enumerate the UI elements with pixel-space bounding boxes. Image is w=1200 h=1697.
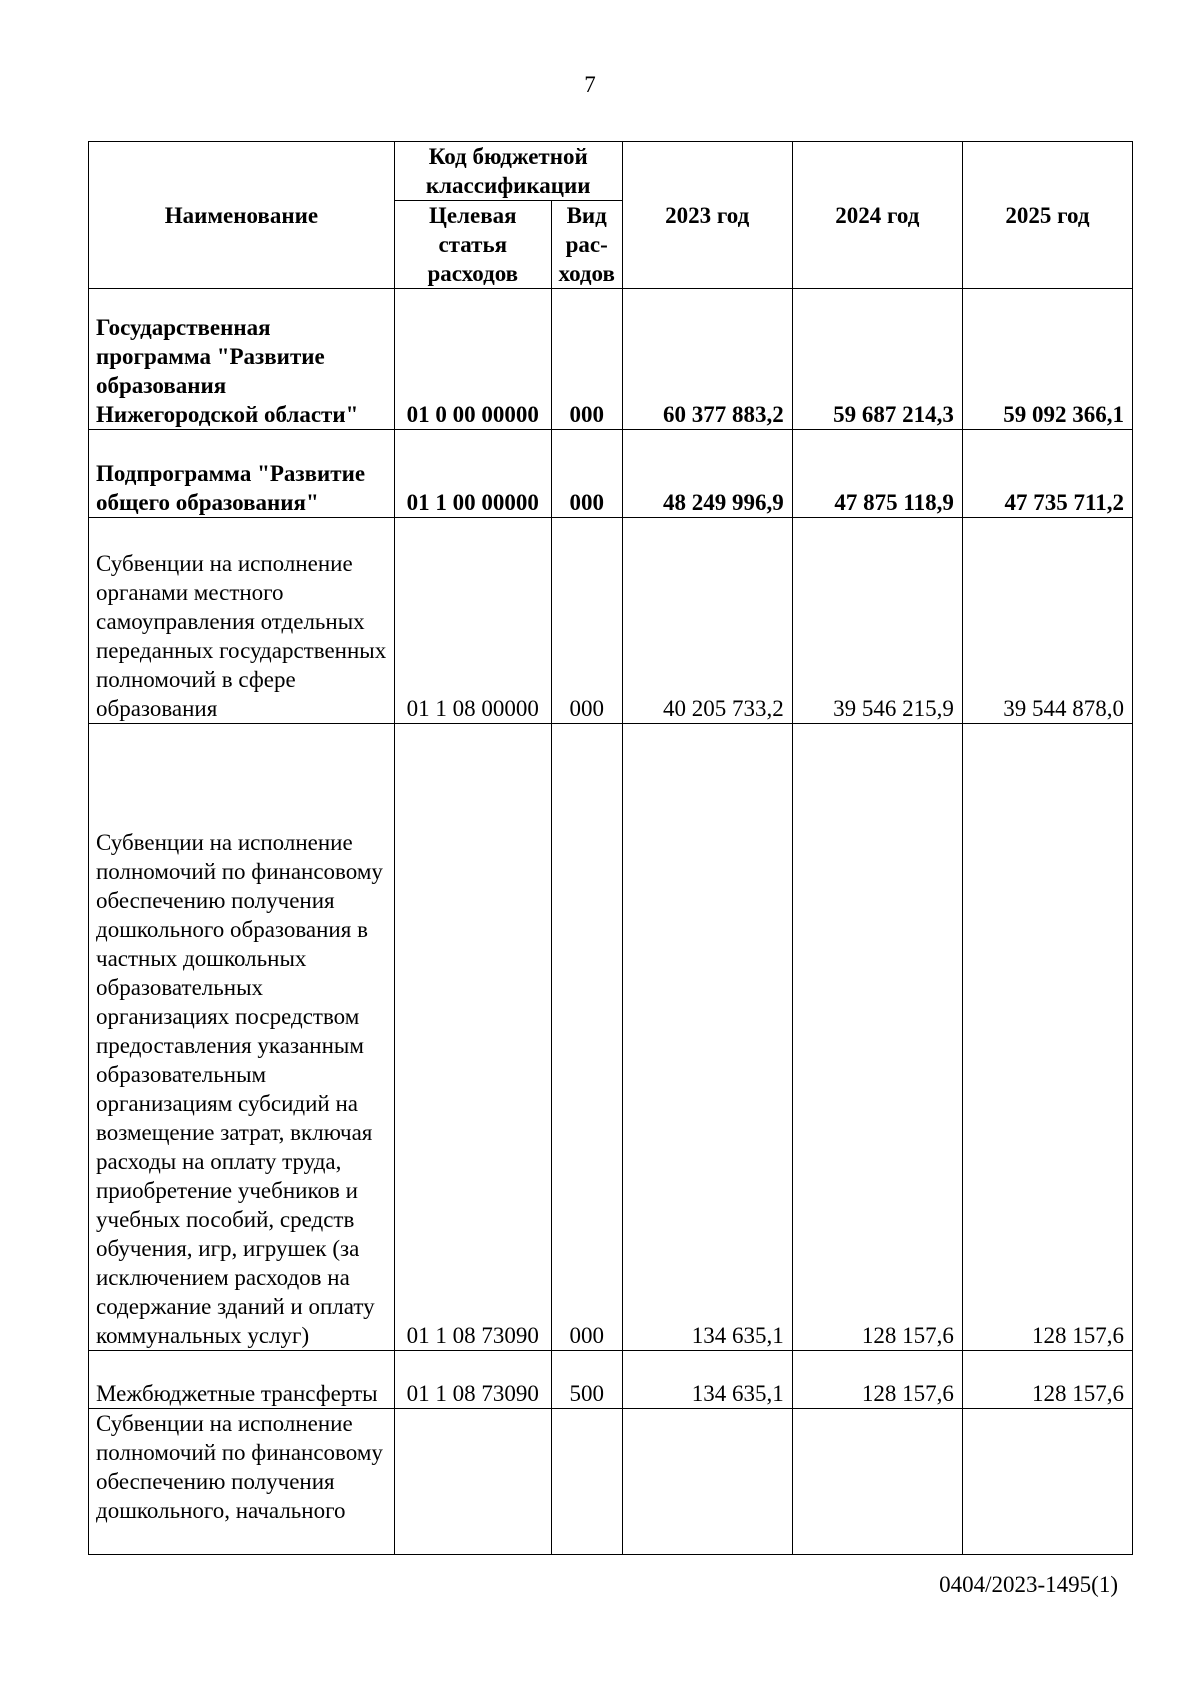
row-target-article: 01 0 00 00000	[394, 289, 551, 430]
row-value-2023	[622, 1409, 792, 1555]
table-row	[89, 289, 1133, 430]
row-value-2024: 59 687 214,3	[792, 289, 962, 430]
page-number: 7	[584, 72, 596, 97]
row-value-2024	[792, 1409, 962, 1555]
row-name: Межбюджетные трансферты	[89, 1351, 395, 1409]
row-value-2023: 48 249 996,9	[622, 430, 792, 518]
row-target-article: 01 1 00 00000	[394, 430, 551, 518]
row-value-2025: 128 157,6	[962, 1351, 1132, 1409]
row-expense-type: 000	[551, 430, 622, 518]
header-year-2024: 2024 год	[792, 142, 962, 289]
table-row	[89, 724, 1133, 1351]
document-code: 0404/2023-1495(1)	[939, 1572, 1118, 1597]
row-name: Субвенции на исполнение полномочий по финансовому обеспечению получения дошкольного, начального	[89, 1409, 395, 1555]
budget-table	[88, 141, 1133, 1555]
header-name: Наименование	[89, 142, 395, 289]
row-name: Субвенции на исполнение полномочий по финансовому обеспечению получения дошкольного образования в частных дошкольных образовательных организациях посредством предоставления указанным образовательным организациям субсидий на возмещение затрат, включая расходы на оплату труда, приобретение учебников и учебных пособий, средств обучения, игр, игрушек (за исключением расходов на содержание зданий и оплату коммунальных услуг)	[89, 724, 395, 1351]
row-target-article: 01 1 08 73090	[394, 724, 551, 1351]
row-value-2023: 134 635,1	[622, 1351, 792, 1409]
header-code-group: Код бюджетной классификации	[394, 142, 622, 201]
row-value-2023: 40 205 733,2	[622, 518, 792, 724]
row-target-article: 01 1 08 00000	[394, 518, 551, 724]
table-row	[89, 518, 1133, 724]
row-value-2023: 134 635,1	[622, 724, 792, 1351]
row-value-2024: 39 546 215,9	[792, 518, 962, 724]
row-value-2024: 128 157,6	[792, 1351, 962, 1409]
row-value-2024: 47 875 118,9	[792, 430, 962, 518]
row-value-2024: 128 157,6	[792, 724, 962, 1351]
row-name: Государственная программа "Развитие образования Нижегородской области"	[89, 289, 395, 430]
table-header-row	[89, 142, 1133, 201]
row-value-2025: 47 735 711,2	[962, 430, 1132, 518]
row-value-2025	[962, 1409, 1132, 1555]
row-expense-type: 000	[551, 289, 622, 430]
row-name: Подпрограмма "Развитие общего образования"	[89, 430, 395, 518]
row-value-2025: 59 092 366,1	[962, 289, 1132, 430]
header-year-2025: 2025 год	[962, 142, 1132, 289]
table-row	[89, 430, 1133, 518]
row-value-2025: 39 544 878,0	[962, 518, 1132, 724]
header-year-2023: 2023 год	[622, 142, 792, 289]
header-target-article: Целевая статья расходов	[394, 201, 551, 289]
row-expense-type: 000	[551, 724, 622, 1351]
row-target-article	[394, 1409, 551, 1555]
header-expense-type: Вид рас-ходов	[551, 201, 622, 289]
table-row	[89, 1409, 1133, 1555]
row-value-2025: 128 157,6	[962, 724, 1132, 1351]
row-expense-type: 000	[551, 518, 622, 724]
row-expense-type	[551, 1409, 622, 1555]
row-name: Субвенции на исполнение органами местного самоуправления отдельных переданных государственных полномочий в сфере образования	[89, 518, 395, 724]
table-row	[89, 1351, 1133, 1409]
row-value-2023: 60 377 883,2	[622, 289, 792, 430]
row-target-article: 01 1 08 73090	[394, 1351, 551, 1409]
row-expense-type: 500	[551, 1351, 622, 1409]
